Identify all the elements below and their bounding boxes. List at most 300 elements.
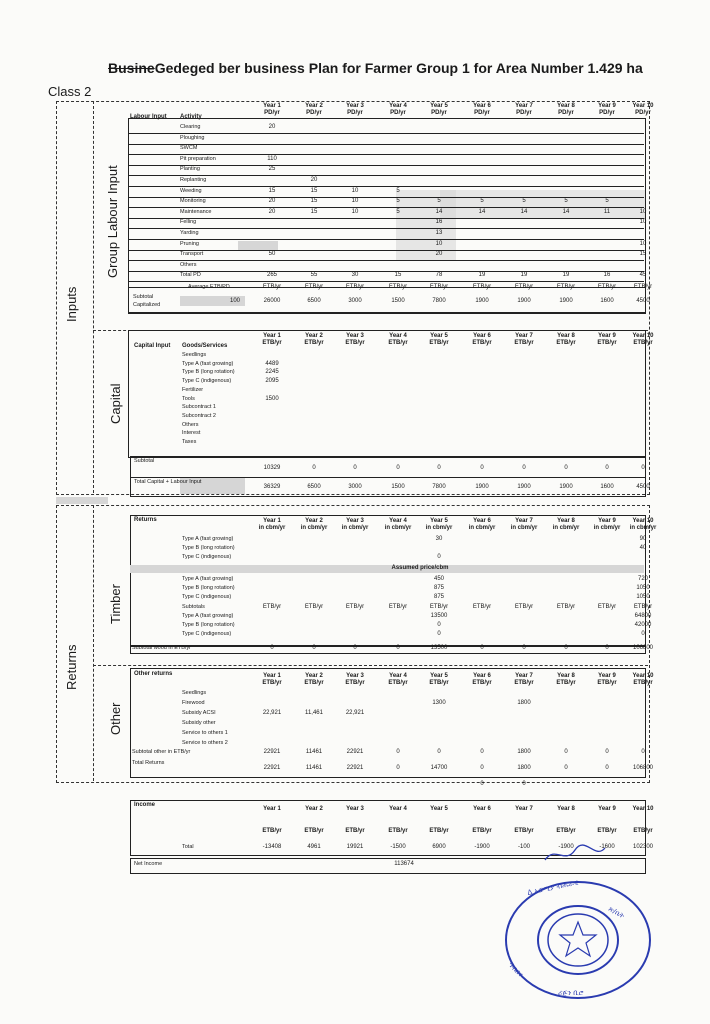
capital-row-label: Others [182,421,199,428]
capital-row-label: Type B (long rotation) [182,369,235,376]
unit-header: ETB/yr [472,340,492,346]
year-header: Year 4 [389,673,407,679]
year-header: Year 10 [632,103,654,109]
assumed-price-bar [130,565,644,573]
unit-header: PD/yr [599,110,615,116]
income-total-label: Total [182,844,194,850]
year-header: Year 5 [430,333,448,339]
value-cell: 20 [268,208,276,215]
value-cell: 0 [270,645,274,651]
value-cell: 14 [562,208,570,215]
value-cell: 0 [480,765,484,771]
value-cell: 0 [396,465,400,471]
value-cell: 30 [351,272,359,279]
value-cell: 19 [520,272,528,279]
returns-label: Returns [64,644,79,690]
unit-header: PD/yr [264,110,280,116]
value-cell: 0 [605,465,609,471]
value-cell: 0 [480,749,484,755]
value-cell: 10 [639,240,647,247]
net-income-value: 113674 [394,861,414,867]
year-header: Year 7 [515,333,533,339]
labour-row-label: Replanting [180,177,207,183]
capital-row-label: Fertilizer [182,386,204,393]
year-header: Year 2 [305,333,323,339]
value-cell: 15 [268,187,276,194]
value-cell: 0 [641,631,645,637]
value-cell: 40 [639,545,647,551]
year-header: Year 9 [598,518,616,524]
value-cell: 13 [435,230,443,236]
unit-header: ETB/yr [514,828,534,834]
unit-header: PD/yr [431,110,447,116]
group-labour-label: Group Labour Input [105,165,120,278]
labour-row-label: Total PD [180,272,201,279]
value-cell: 5 [605,198,609,205]
labour-row-label: Transport [180,251,204,258]
year-header: Year 10 [632,673,654,679]
unit-header: ETB/yr [597,828,617,834]
year-header: Year 3 [346,673,364,679]
value-cell: 6500 [307,484,321,490]
unit-header: ETB/yr [304,680,324,686]
labour-row-label: SWCM [180,145,198,152]
subtotals-unit: ETB/yr [429,604,449,610]
value-cell: 15 [639,251,647,258]
year-header: Year 8 [557,103,575,109]
value-cell: 0 [564,645,568,651]
class-label: Class 2 [48,84,92,99]
value-cell: 15 [394,272,402,279]
value-cell: 0 [564,765,568,771]
timber-price-label: Type B (long rotation) [182,585,235,591]
value-cell: 14 [520,208,528,215]
unit-header: ETB/yr [556,340,576,346]
value-cell: 55 [310,272,318,279]
avg-unit: ETB/yr [304,284,324,290]
value-cell: 20 [435,251,443,258]
value-cell: 1500 [391,298,405,304]
value-cell: 5 [522,198,526,205]
stamp-outer-ring [506,882,650,998]
labour-row-label: Ploughing [180,134,205,141]
value-cell: 10 [351,208,359,215]
unit-header: ETB/yr [597,680,617,686]
rule [128,144,644,145]
value-cell: 36329 [263,484,281,490]
value-cell: 7800 [432,298,446,304]
unit-header: PD/yr [635,110,651,116]
subtotals-unit: ETB/yr [345,604,365,610]
unit-header: ETB/yr [556,828,576,834]
year-header: Year 3 [346,103,364,109]
returns-header: Returns [134,517,157,523]
timber-volume-label: Type B (long rotation) [182,545,235,551]
value-cell: 15 [310,187,318,194]
average-label: Average ETB/PD [188,284,230,290]
labour-row-label: Pit preparation [180,155,216,162]
value-cell: 20 [310,177,318,183]
value-cell: 0 [437,631,441,637]
labour-row-label: Yarding [180,230,199,236]
value-cell: 0 [480,645,484,651]
rule [128,228,644,229]
value-cell: 19 [562,272,570,279]
avg-unit: ETB/yr [345,284,365,290]
value-cell: 1600 [600,298,614,304]
document-title [108,60,643,76]
value-cell: 64800 [634,613,652,619]
value-cell: 720 [637,576,649,582]
unit-header: in cbm/yr [552,525,580,531]
value-cell: 15 [310,208,318,215]
stamp-inner-ring [538,906,618,974]
year-header: Year 9 [598,673,616,679]
value-cell: 1900 [517,298,531,304]
avg-unit: ETB/yr [514,284,534,290]
labour-row-label: Pruning [180,240,199,247]
stamp-star [560,922,596,956]
year-header: Year 9 [598,103,616,109]
unit-header: ETB/yr [345,680,365,686]
income-header: Income [134,802,156,808]
value-cell: 20 [268,124,276,130]
net-income-label: Net Income [134,861,163,867]
year-header: Year 7 [515,518,533,524]
value-cell: 1500 [391,484,405,490]
year-header: Year 6 [473,806,491,812]
unit-header: ETB/yr [262,680,282,686]
value-cell: 78 [435,272,443,279]
avg-unit: ETB/yr [429,284,449,290]
value-cell: 26000 [263,298,281,304]
year-header: Year 2 [305,103,323,109]
unit-header: ETB/yr [429,340,449,346]
year-header: Year 2 [305,518,323,524]
title-text: Gedeged ber business Plan for Farmer Group 1 for Area Number 1.429 ha [154,60,643,76]
subtotals-unit: ETB/yr [514,604,534,610]
value-cell: 0 [522,465,526,471]
value-cell: 0 [437,622,441,628]
timber-volume-label: Type C (indigenous) [182,554,232,560]
value-cell: 875 [433,594,445,600]
value-cell: 1600 [600,484,614,490]
year-header: Year 7 [515,673,533,679]
year-header: Year 8 [557,806,575,812]
value-cell: 25 [268,166,276,173]
value-cell: 14 [435,208,443,215]
unit-header: ETB/yr [472,828,492,834]
year-header: Year 4 [389,518,407,524]
value-cell: 13500 [430,613,448,619]
capital-row-label: Taxes [182,439,197,445]
value-cell: 2095 [265,378,279,385]
year-header: Year 1 [263,333,281,339]
year-header: Year 4 [389,333,407,339]
unit-header: ETB/yr [597,340,617,346]
subtotals-label: Subtotals [182,604,205,610]
official-stamp [488,870,668,1020]
value-cell: 0 [396,765,400,771]
value-cell: 22921 [263,765,281,771]
value-cell: 16 [603,272,611,279]
value-cell: 0 [522,645,526,651]
timber-label: Timber [108,584,123,624]
svg-text:ᐃ ኦሮሚያ ብሔራዊ: ᐃ ኦሮሚያ ብሔራዊ [526,878,580,897]
value-cell: 1500 [265,395,279,402]
year-header: Year 10 [632,333,654,339]
timber-subtotal-box [130,645,646,654]
unit-header: ETB/yr [345,340,365,346]
year-header: Year 10 [632,518,654,524]
year-header: Year 7 [515,103,533,109]
capital-row-label: Seedlings [182,352,207,358]
value-cell: 19921 [346,844,364,850]
value-cell: 16 [435,219,443,226]
unit-header: ETB/yr [304,828,324,834]
value-cell: 0 [564,465,568,471]
timber-value-label: Type C (indigenous) [182,631,232,637]
capital-label: Capital [108,383,123,424]
rule [128,186,644,187]
year-header: Year 3 [346,806,364,812]
timber-value-label: Type A (fast growing) [182,613,234,619]
year-header: Year 2 [305,806,323,812]
other-label: Other [108,702,123,735]
year-header: Year 7 [515,806,533,812]
year-header: Year 3 [346,518,364,524]
value-cell: 13500 [430,645,448,651]
capital-row-label: Subcontract 1 [182,404,216,411]
timber-value-label: Type B (long rotation) [182,622,235,628]
unit-header: ETB/yr [304,340,324,346]
year-header: Year 6 [473,333,491,339]
struck-word: Busine [108,60,155,76]
value-cell: 5 [480,198,484,205]
timber-other-divider [93,665,648,666]
year-header: Year 9 [598,806,616,812]
value-cell: 10329 [263,465,281,471]
capital-subtotal-box [130,456,646,478]
value-cell: 0 [353,465,357,471]
inputs-label: Inputs [64,286,79,322]
value-cell: 22,921 [345,710,365,716]
unit-header: PD/yr [558,110,574,116]
unit-header: ETB/yr [556,680,576,686]
value-cell: 0 [605,749,609,755]
unit-header: in cbm/yr [341,525,369,531]
avg-unit: ETB/yr [262,284,282,290]
unit-header: ETB/yr [262,828,282,834]
capital-row-label: Type A (fast growing) [182,360,234,367]
labour-row-label: Others [180,261,197,268]
value-cell: 0 [522,781,526,787]
year-header: Year 3 [346,333,364,339]
value-cell: 0 [312,465,316,471]
value-cell: 19 [478,272,486,279]
unit-header: ETB/yr [388,680,408,686]
other-row-label: Firewood [182,700,205,706]
labour-row-label: Clearing [180,124,201,130]
rule [128,281,644,282]
value-cell: 30 [435,536,443,542]
unit-header: in cbm/yr [629,525,657,531]
signature [540,840,610,870]
labour-input-header: Labour Input [130,114,167,120]
year-header: Year 5 [430,806,448,812]
value-cell: 7800 [432,484,446,490]
rule [128,133,644,134]
subtotals-unit: ETB/yr [633,604,653,610]
year-header: Year 1 [263,103,281,109]
value-cell: 1050 [636,585,650,591]
unit-header: ETB/yr [388,828,408,834]
value-cell: 10 [351,198,359,205]
unit-header: ETB/yr [514,340,534,346]
value-cell: 5 [564,198,568,205]
value-cell: 0 [641,465,645,471]
value-cell: 4489 [265,360,279,367]
value-cell: -1500 [390,844,406,850]
rule [128,260,644,261]
avg-unit: ETB/yr [597,284,617,290]
value-cell: -1600 [599,844,615,850]
year-header: Year 1 [263,673,281,679]
unit-header: ETB/yr [633,828,653,834]
value-cell: 0 [353,645,357,651]
unit-header: ETB/yr [633,680,653,686]
svg-text:ጽ/ቤት: ጽ/ቤት [607,904,626,921]
unit-header: ETB/yr [514,680,534,686]
value-cell: 5 [437,198,441,205]
subtotals-unit: ETB/yr [388,604,408,610]
avg-unit: ETB/yr [388,284,408,290]
value-cell: 14700 [430,765,448,771]
value-cell: 10 [639,219,647,226]
unit-header: in cbm/yr [258,525,286,531]
value-cell: 1900 [559,298,573,304]
unit-header: PD/yr [474,110,490,116]
timber-price-label: Type A (fast growing) [182,576,234,582]
value-cell: 45 [639,272,647,279]
value-cell: 0 [480,465,484,471]
value-cell: 102300 [632,844,654,850]
value-cell: 22921 [346,765,364,771]
value-cell: 1900 [475,484,489,490]
year-header: Year 8 [557,518,575,524]
year-header: Year 6 [473,103,491,109]
subtotals-unit: ETB/yr [556,604,576,610]
value-cell: 3000 [348,298,362,304]
value-cell: 5 [396,187,400,194]
capital-row-label: Tools [182,395,195,402]
value-cell: 0 [480,781,484,787]
value-cell: 6500 [307,298,321,304]
year-header: Year 6 [473,673,491,679]
unit-header: ETB/yr [633,340,653,346]
value-cell: 4500 [636,484,650,490]
unit-header: ETB/yr [429,680,449,686]
avg-unit: ETB/yr [633,284,653,290]
value-cell: 1050 [636,594,650,600]
total-returns-label: Total Returns [132,760,165,766]
year-header: Year 5 [430,518,448,524]
value-cell: -1900 [558,844,574,850]
labour-row-label: Planting [180,166,200,173]
value-cell: -100 [517,844,531,850]
value-cell: 0 [641,749,645,755]
value-cell: 1900 [475,298,489,304]
rule [128,250,644,251]
capital-row-label: Interest [182,430,201,437]
unit-header: ETB/yr [345,828,365,834]
value-cell: 10 [435,240,443,247]
value-cell: 20 [268,198,276,205]
value-cell: 106800 [632,645,654,651]
timber-price-label: Type C (indigenous) [182,594,232,600]
other-returns-header: Other returns [134,671,173,677]
year-header: Year 9 [598,333,616,339]
goods-header: Goods/Services [182,343,228,349]
value-cell: 1900 [559,484,573,490]
year-header: Year 5 [430,673,448,679]
value-cell: 1900 [517,484,531,490]
unit-header: PD/yr [390,110,406,116]
value-cell: 15 [310,198,318,205]
subtotal-label: Subtotal [133,294,154,300]
value-cell: 0 [396,749,400,755]
subtotals-unit: ETB/yr [597,604,617,610]
value-cell: 5 [396,198,400,205]
value-cell: 3000 [348,484,362,490]
rule [128,239,644,240]
capital-input-header: Capital Input [134,343,171,349]
value-cell: 4500 [636,298,650,304]
subtotals-unit: ETB/yr [262,604,282,610]
svg-text:ግብርና: ግብርና [506,960,525,979]
value-cell: 1800 [517,749,531,755]
value-cell: 106800 [632,765,654,771]
value-cell: 42000 [634,622,652,628]
other-row-label: Service to others 1 [182,730,228,736]
year-header: Year 6 [473,518,491,524]
value-cell: 50 [268,251,276,258]
value-cell: 10 [351,187,359,194]
timber-volume-label: Type A (fast growing) [182,536,234,542]
value-cell: 265 [266,272,278,279]
unit-header: in cbm/yr [510,525,538,531]
labour-row-label: Felling [180,219,197,226]
unit-header: in cbm/yr [384,525,412,531]
value-cell: 11461 [305,749,323,755]
year-header: Year 1 [263,518,281,524]
year-header: Year 8 [557,333,575,339]
rule [128,165,644,166]
unit-header: PD/yr [516,110,532,116]
subtotals-unit: ETB/yr [304,604,324,610]
unit-header: ETB/yr [388,340,408,346]
subtotal-grey-value: 100 [229,298,240,304]
value-cell: 1800 [517,700,531,706]
rule [128,218,644,219]
unit-header: in cbm/yr [468,525,496,531]
grey-gap [56,497,108,504]
svg-text:ሪጅን ቢሮ: ሪጅን ቢሮ [558,989,584,997]
value-cell: 1300 [432,700,446,706]
other-row-label: Service to others 2 [182,740,228,746]
returns-divider [56,505,94,781]
year-header: Year 1 [263,806,281,812]
